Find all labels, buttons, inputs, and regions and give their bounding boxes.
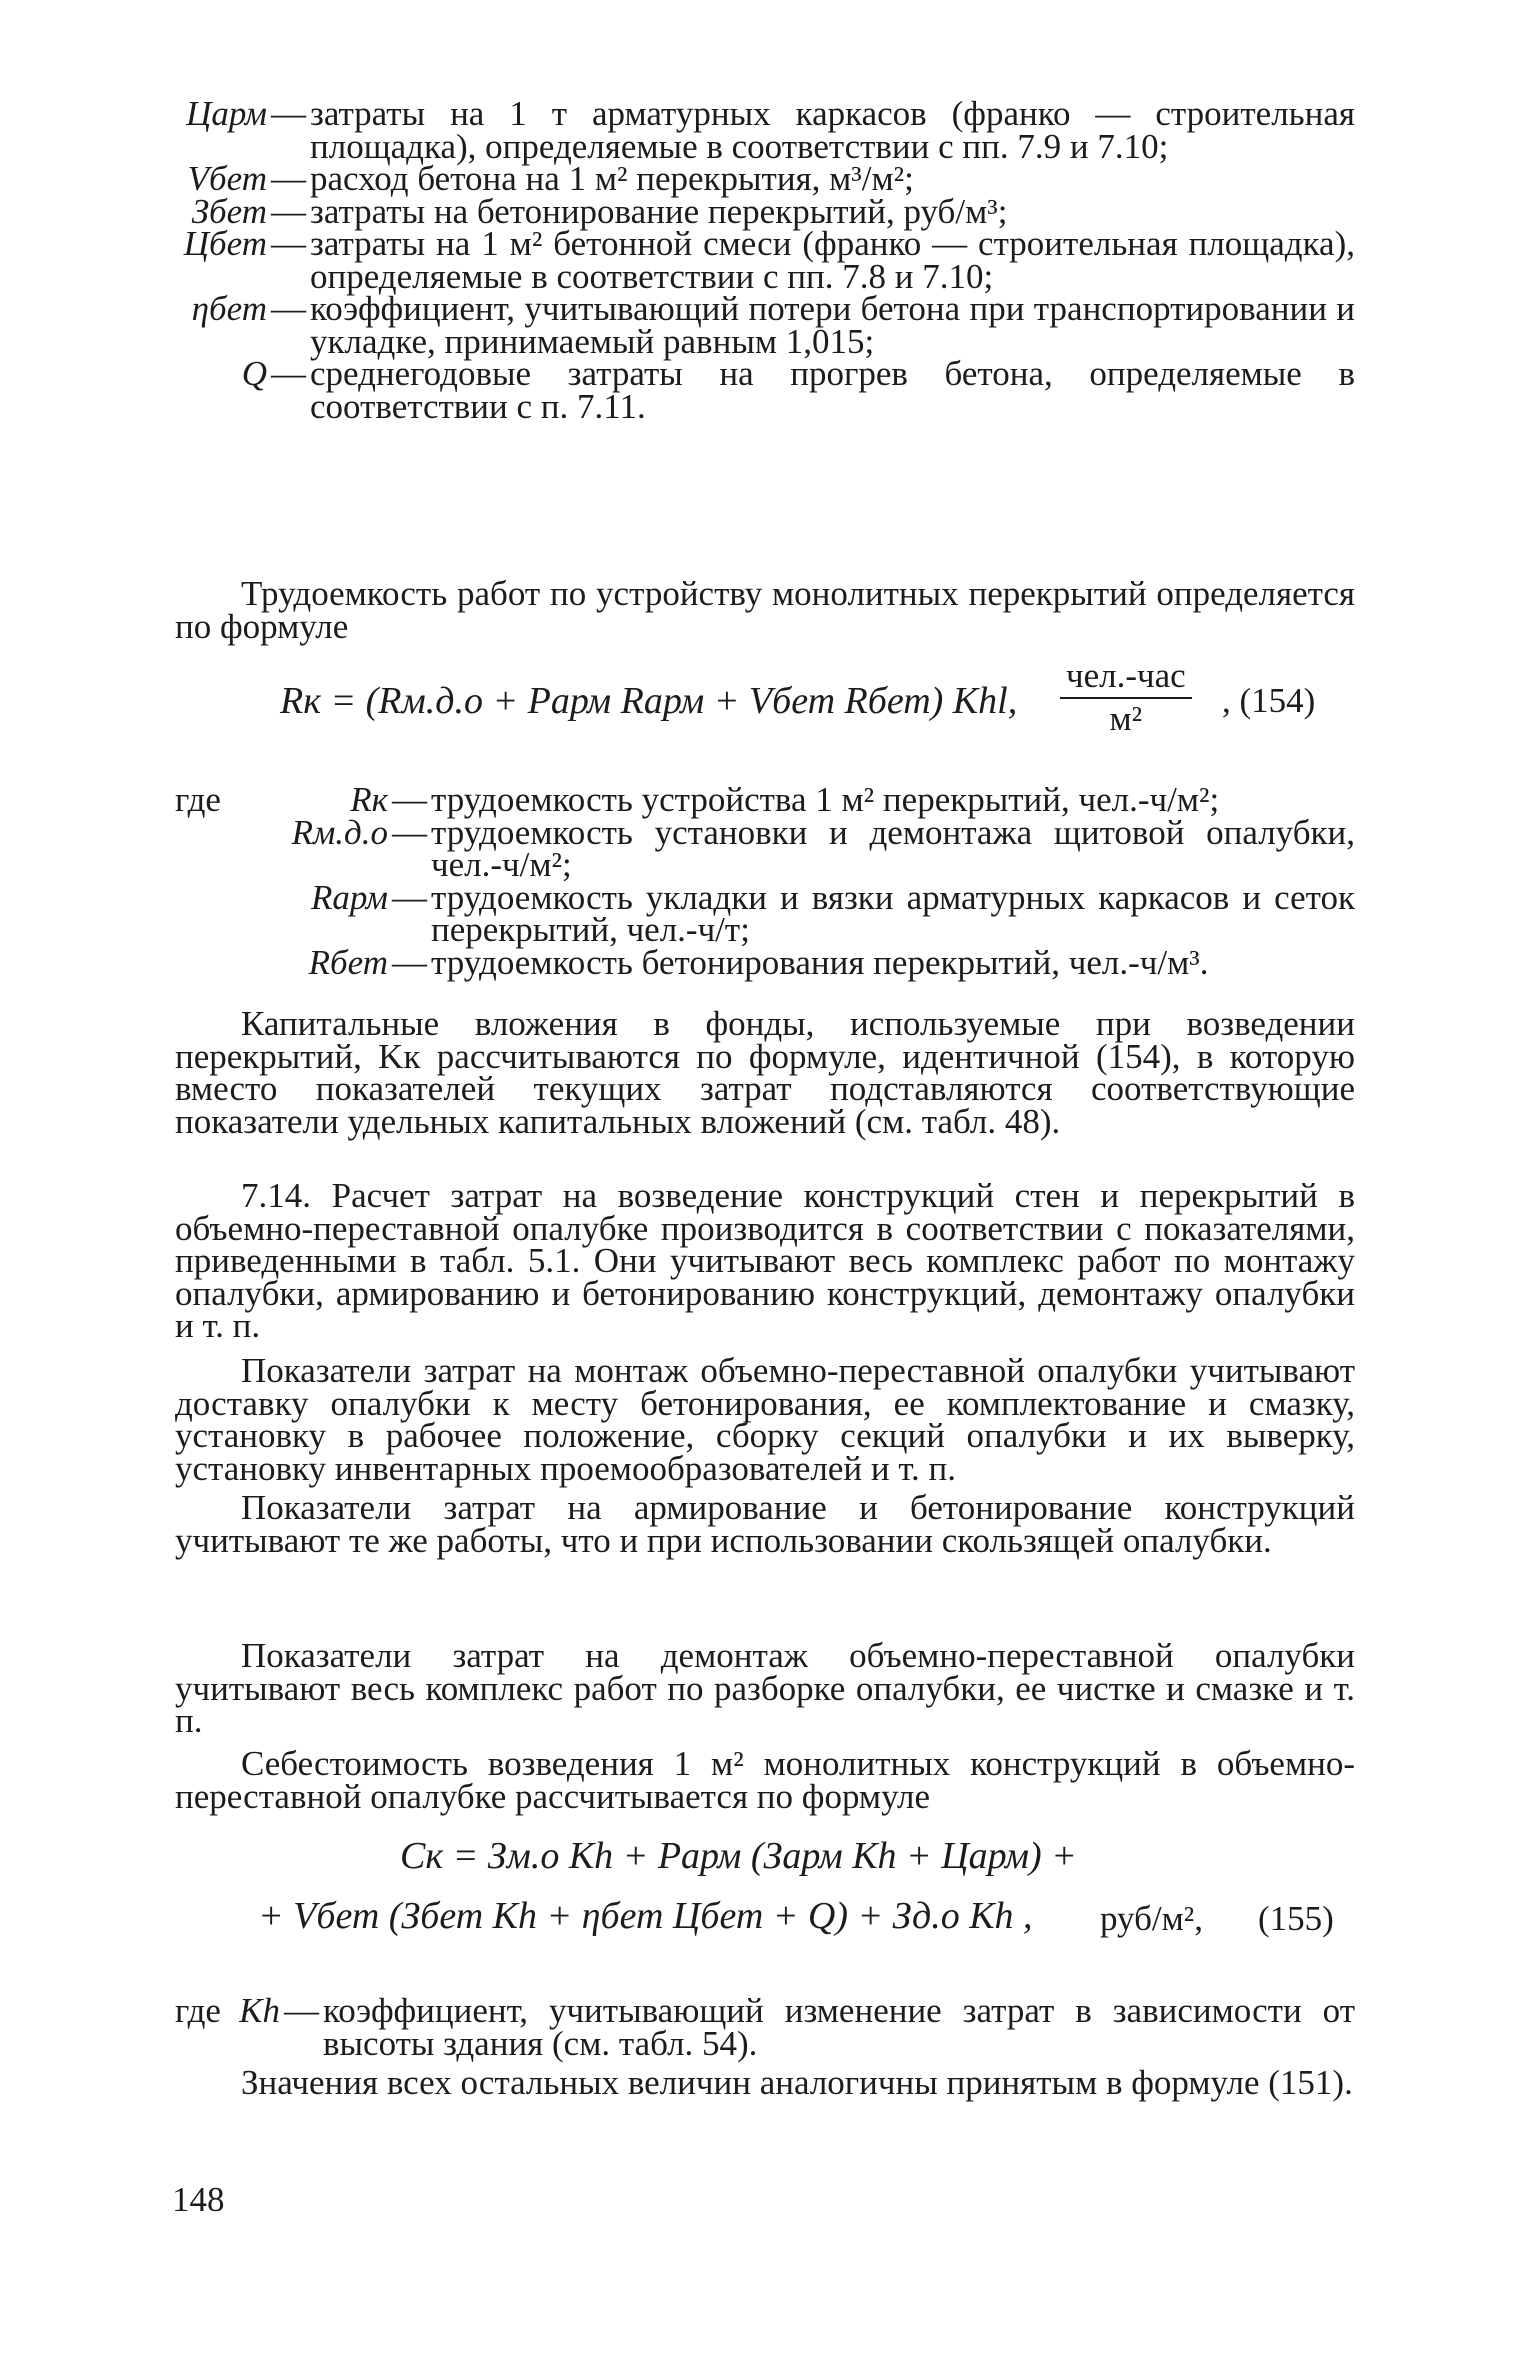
formula-155-number: (155)	[1258, 1899, 1334, 1938]
paragraph-capital: Капитальные вложения в фонды, используемые при возведении перекрытий, Kк рассчитываются по формуле, идентичной (154), в которую вместо показателей текущих затрат подставляются соответствующие показатели удельных капитальных вложений (см. табл. 48).	[175, 1004, 1355, 1141]
def-symbol: Kh	[239, 1991, 280, 2030]
def-dash: —	[392, 877, 427, 917]
def-symbol: Rарм	[311, 877, 388, 917]
def-symbol: Rк	[350, 780, 388, 819]
def-dash: —	[271, 191, 306, 231]
def-dash: —	[392, 942, 427, 982]
def-symbol: Q	[241, 354, 267, 393]
definition-line	[175, 224, 1355, 296]
formula-154: Rк = (Rм.д.о + Pарм Rарм + Vбет Rбет) Khl,	[280, 680, 1018, 722]
definition-line	[175, 159, 1355, 198]
paragraph-other-values: Значения всех остальных величин аналогичны принятым в формуле (151).	[241, 2063, 1353, 2102]
paragraph-cost-intro: Себестоимость возведения 1 м² монолитных конструкций в объемно-переставной опалубке рассчитывается по формуле	[175, 1744, 1355, 1816]
def-text: трудоемкость устройства 1 м² перекрытий, чел.-ч/м²;	[431, 780, 1220, 819]
definition-line	[248, 942, 1355, 982]
def-text: трудоемкость укладки и вязки арматурных каркасов и сеток перекрытий, чел.-ч/т;	[431, 877, 1355, 949]
definition-line	[248, 877, 1355, 949]
def-dash: —	[271, 289, 306, 328]
def-text: трудоемкость бетонирования перекрытий, чел.-ч/м³.	[431, 942, 1209, 982]
formula-154-number: , (154)	[1222, 681, 1316, 720]
where-word: где	[175, 780, 221, 819]
def-symbol: Rм.д.о	[291, 812, 388, 852]
definition-line	[248, 812, 1355, 884]
paragraph-mounting: Показатели затрат на монтаж объемно-переставной опалубки учитывают доставку опалубки к месту бетонирования, ее комплектование и смазку, установку в рабочее положение, сборку секций опалубки и их выверку, установку инвентарных проемообразователей и т. п.	[175, 1351, 1355, 1488]
definition-kh	[238, 1991, 1355, 2063]
def-text: расход бетона на 1 м² перекрытия, м³/м²;	[310, 159, 914, 198]
definition-line	[175, 354, 1355, 426]
def-text: коэффициент, учитывающий изменение затрат в зависимости от высоты здания (см. табл. 54).	[323, 1991, 1355, 2063]
def-dash: —	[271, 354, 306, 393]
def-symbol: ηбет	[191, 289, 267, 328]
where-word-2: где	[175, 1991, 221, 2030]
definition-line	[175, 289, 1355, 361]
def-symbol: Цбет	[183, 224, 267, 263]
def-dash: —	[271, 224, 306, 263]
definitions-block-1	[175, 94, 1355, 426]
def-symbol: Царм	[186, 94, 267, 133]
def-text: среднегодовые затраты на прогрев бетона, определяемые в соответствии с п. 7.11.	[310, 354, 1355, 426]
def-symbol: Збет	[191, 191, 267, 231]
def-dash: —	[392, 812, 427, 852]
paragraph-dismounting: Показатели затрат на демонтаж объемно-переставной опалубки учитывают весь комплекс работ по разборке опалубки, ее чистке и смазке и т. п.	[175, 1636, 1355, 1740]
def-text: трудоемкость установки и демонтажа щитовой опалубки, чел.-ч/м²;	[431, 812, 1355, 884]
formula-155-line-1: Cк = Зм.о Kh + Pарм (Зарм Kh + Царм) +	[400, 1835, 1077, 1877]
page-number: 148	[172, 2180, 225, 2219]
unit-numerator: чел.-час	[1066, 656, 1186, 695]
def-symbol: Rбет	[308, 942, 388, 982]
formula-155-unit: руб/м²,	[1100, 1899, 1204, 1938]
def-dash: —	[271, 94, 306, 133]
definition-line	[248, 780, 1355, 819]
paragraph-reinforcement: Показатели затрат на армирование и бетонирование конструкций учитывают те же работы, что и при использовании скользящей опалубки.	[175, 1488, 1355, 1560]
def-dash: —	[392, 780, 427, 819]
paragraph-7-14: 7.14. Расчет затрат на возведение конструкций стен и перекрытий в объемно-переставной опалубке производится в соответствии с показателями, приведенными в табл. 5.1. Они учитывают весь комплекс работ по монтажу опалубки, армированию и бетонированию конструкций, демонтажу опалубки и т. п.	[175, 1176, 1355, 1345]
definitions-block-2	[248, 780, 1355, 982]
formula-155-line-2: + Vбет (Збет Kh + ηбет Цбет + Q) + Зд.о Kh ,	[258, 1895, 1033, 1937]
def-text: затраты на 1 т арматурных каркасов (франко — строительная площадка), определяемые в соответствии с пп. 7.9 и 7.10;	[310, 94, 1355, 166]
definition-line	[238, 1991, 1355, 2063]
def-text: затраты на бетонирование перекрытий, руб/м³;	[310, 191, 1008, 231]
def-symbol: Vбет	[187, 159, 267, 198]
paragraph-labor-intro: Трудоемкость работ по устройству монолитных перекрытий определяется по формуле	[175, 574, 1355, 646]
def-text: коэффициент, учитывающий потери бетона при транспортировании и укладке, принимаемый равным 1,015;	[310, 289, 1355, 361]
def-dash: —	[271, 159, 306, 198]
def-text: затраты на 1 м² бетонной смеси (франко — строительная площадка), определяемые в соответствии с пп. 7.8 и 7.10;	[310, 224, 1355, 296]
formula-154-unit	[1060, 656, 1192, 738]
unit-denominator: м²	[1109, 698, 1143, 738]
definition-line	[175, 94, 1355, 166]
def-dash: —	[284, 1991, 319, 2030]
